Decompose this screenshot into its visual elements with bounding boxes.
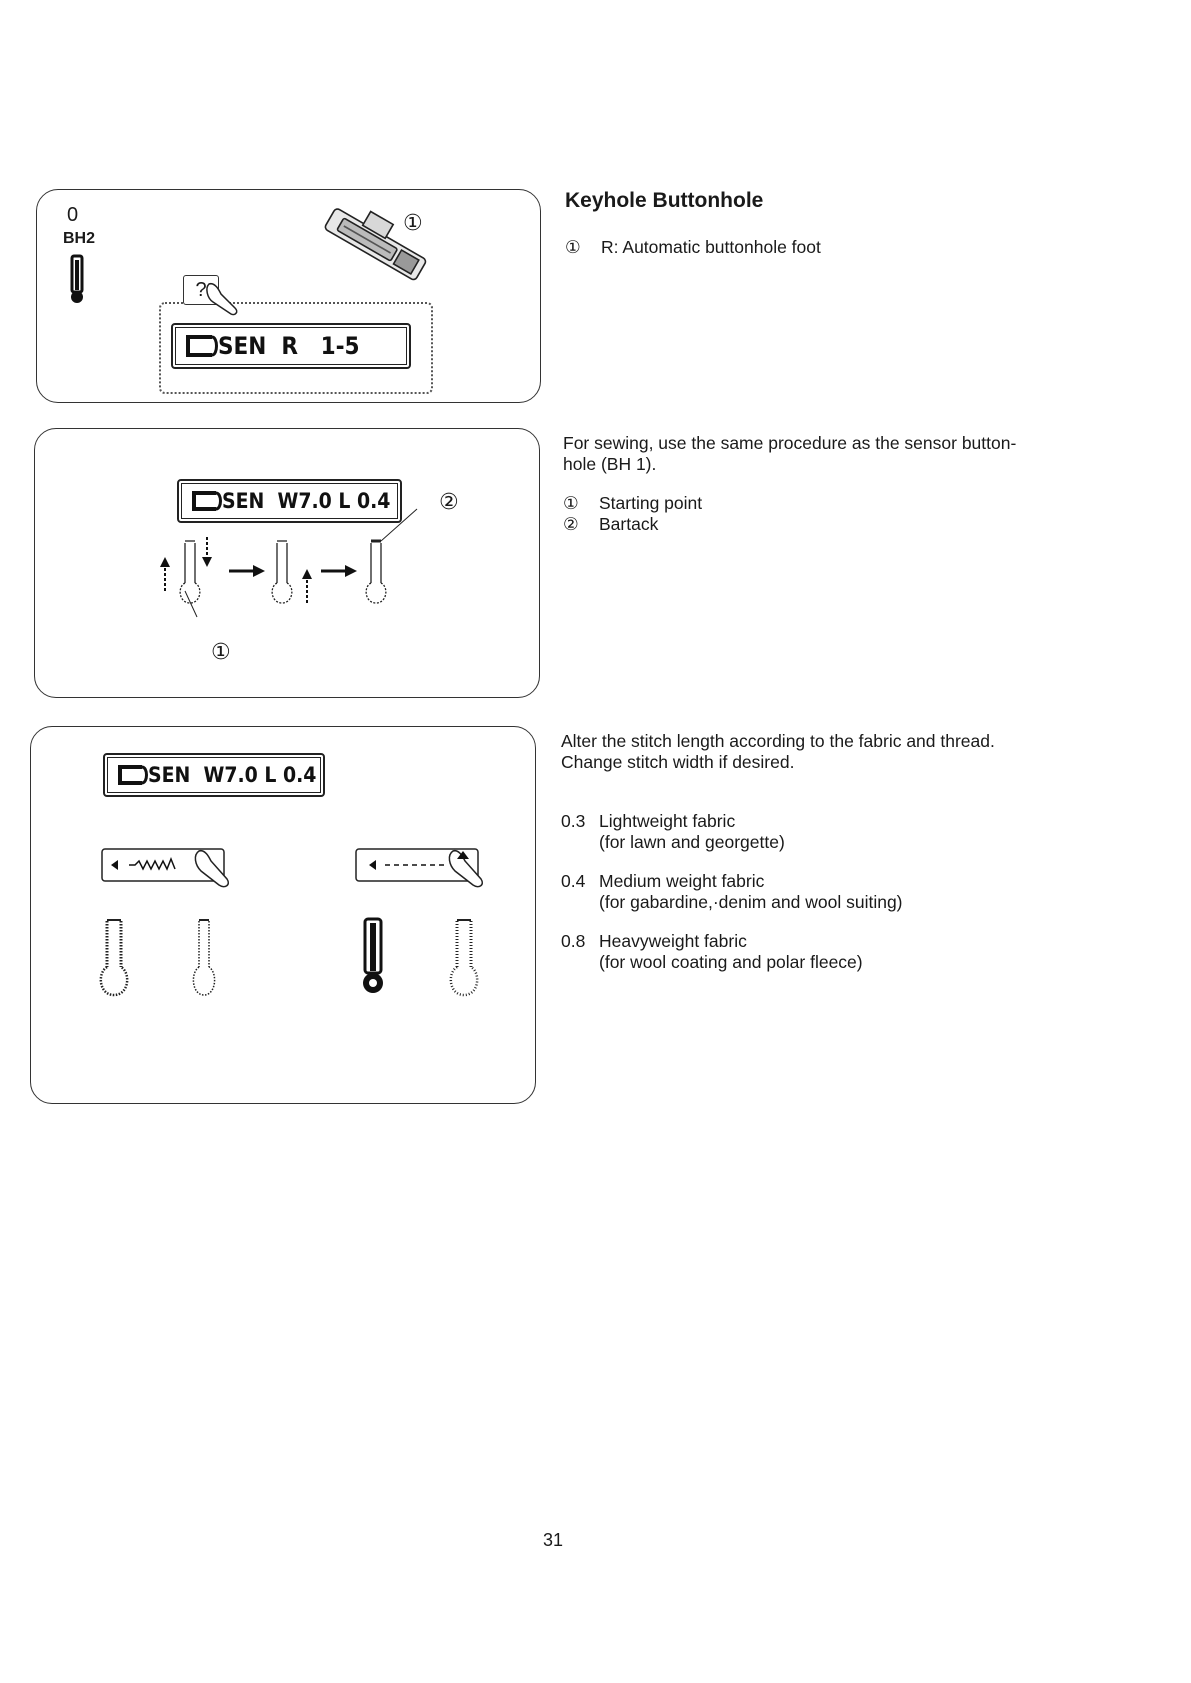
- callout-1-foot: ①: [403, 210, 423, 235]
- dense-keyhole-buttonhole-icon: [359, 917, 399, 1007]
- lcd-display: [103, 753, 325, 797]
- fabric-item: [561, 871, 903, 913]
- keyhole-stitch-icon: [366, 541, 386, 603]
- right-arrow-icon: [321, 565, 357, 577]
- pattern-number: 0: [67, 204, 79, 226]
- up-arrow-icon: [160, 557, 170, 591]
- procedure-line: hole (BH 1).: [563, 454, 657, 474]
- fabric-note: (for gabardine,·denim and wool suiting): [599, 892, 903, 912]
- alter-line: Alter the stitch length according to the fabric and thread.: [561, 731, 995, 751]
- wide-keyhole-buttonhole-icon: [99, 917, 139, 1007]
- buttonhole-foot-icon: [315, 204, 445, 294]
- procedure-paragraph: [563, 433, 1016, 475]
- lcd-text: SEN W7.0 L 0.4: [148, 763, 317, 787]
- page-number: 31: [543, 1530, 564, 1550]
- fabric-label: Heavyweight fabric: [599, 931, 747, 951]
- stitch-width-key-button[interactable]: [101, 847, 241, 901]
- finger-pointer-icon: [205, 280, 245, 320]
- buttonhole-symbol-icon: [188, 490, 220, 512]
- keyhole-stitch-icon: [272, 541, 292, 603]
- fabric-stitch-length: 0.3: [561, 811, 586, 831]
- illustration-panel-adjust: [30, 726, 536, 1104]
- buttonhole-symbol-icon: [182, 334, 216, 358]
- fabric-note: (for wool coating and polar fleece): [599, 952, 863, 972]
- lcd-text: SEN W7.0 L 0.4: [222, 489, 391, 513]
- alter-line: Change stitch width if desired.: [561, 752, 795, 772]
- fabric-item: [561, 811, 785, 853]
- keyhole-buttonhole-icon: [69, 256, 85, 306]
- alter-paragraph: [561, 731, 995, 773]
- fabric-note: (for lawn and georgette): [599, 832, 785, 852]
- foot-callout-label: R: Automatic buttonhole foot: [601, 237, 821, 257]
- fabric-label: Medium weight fabric: [599, 871, 765, 891]
- stitch-length-key-button[interactable]: [355, 847, 495, 901]
- section-title: Keyhole Buttonhole: [565, 189, 764, 212]
- lcd-display: [177, 479, 402, 523]
- fabric-item: [561, 931, 863, 973]
- up-arrow-icon: [302, 569, 312, 603]
- foot-callout: [565, 237, 821, 258]
- right-arrow-icon: [229, 565, 265, 577]
- legend-list: [563, 493, 702, 535]
- fabric-stitch-length: 0.4: [561, 871, 586, 891]
- coarse-keyhole-buttonhole-icon: [449, 917, 489, 1007]
- fabric-label: Lightweight fabric: [599, 811, 736, 831]
- lcd-display: [171, 323, 411, 369]
- legend-number: ②: [563, 514, 579, 534]
- leader-line: [185, 591, 197, 617]
- lcd-text: SEN R 1-5: [218, 332, 360, 360]
- legend-item: [563, 493, 702, 514]
- down-arrow-icon: [202, 537, 212, 567]
- illustration-panel-foot: [36, 189, 541, 403]
- foot-callout-number: ①: [565, 237, 581, 257]
- keyhole-stitch-icon: [180, 541, 200, 603]
- callout-1-starting-point: ①: [211, 639, 231, 664]
- illustration-panel-sequence: [34, 428, 540, 698]
- callout-2-bartack: ②: [439, 489, 459, 514]
- narrow-keyhole-buttonhole-icon: [189, 917, 229, 1007]
- pattern-code: BH2: [63, 230, 96, 247]
- help-key-label: ?: [195, 279, 207, 301]
- sewing-sequence-diagram: [155, 529, 455, 649]
- procedure-line: For sewing, use the same procedure as the sensor button-: [563, 433, 1017, 453]
- legend-item: [563, 514, 702, 535]
- legend-label: Bartack: [599, 514, 659, 534]
- fabric-stitch-length: 0.8: [561, 931, 586, 951]
- legend-number: ①: [563, 493, 579, 513]
- buttonhole-symbol-icon: [114, 764, 146, 786]
- legend-label: Starting point: [599, 493, 703, 513]
